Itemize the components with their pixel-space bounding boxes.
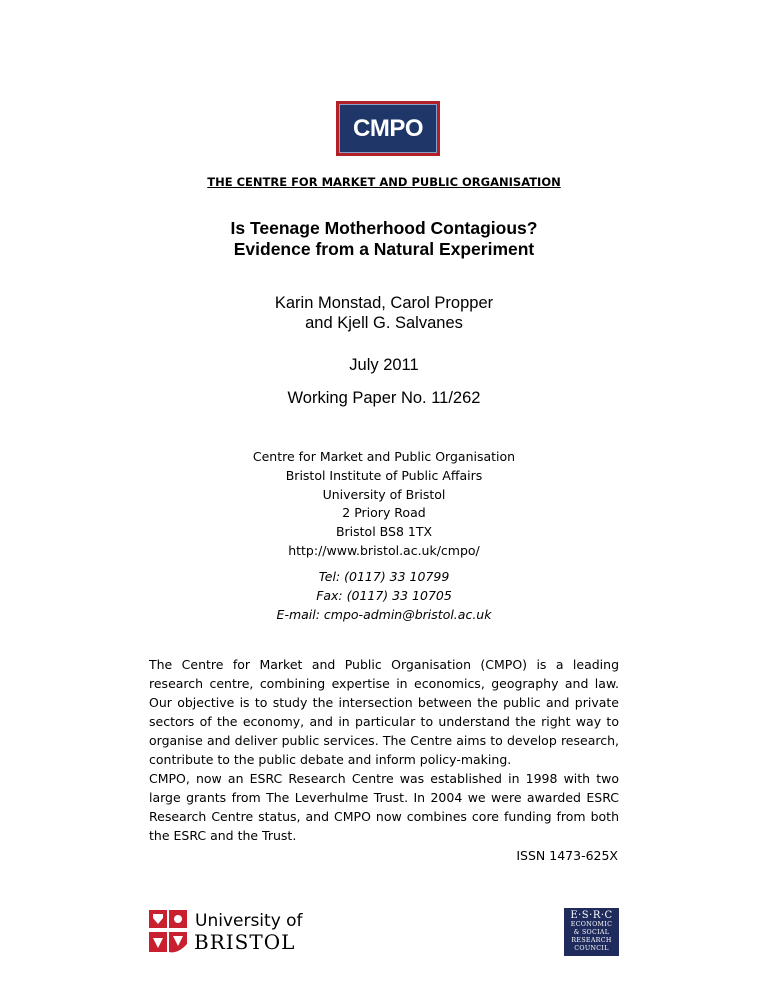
bristol-logo-line-1: University of <box>195 911 303 931</box>
funding-paragraph: CMPO, now an ESRC Research Centre was established in 1998 with two large grants from The Leverhulme Trust. In 2004 we were awarded ESRC Research Centre status, and CMPO now combines core funding from both the ESRC and the Trust. <box>149 771 619 843</box>
address-line: Bristol BS8 1TX <box>335 524 433 540</box>
address-line: 2 Priory Road <box>342 505 426 521</box>
email-link[interactable]: E-mail: cmpo-admin@bristol.ac.uk <box>276 606 492 622</box>
paper-title <box>0 218 768 260</box>
cmpo-logo-text: CMPO <box>339 104 437 153</box>
publication-date: July 2011 <box>349 356 419 374</box>
address-block <box>0 448 768 561</box>
bristol-crest-icon <box>147 908 189 954</box>
about-paragraph: The Centre for Market and Public Organisation (CMPO) is a leading research centre, combining expertise in economics, geography and law. Our objective is to study the intersection between the public and private sectors of the economy, and in particular to understand the right way to organise and deliver public services. The Centre aims to develop research, contribute to the public debate and inform policy-making. <box>149 657 619 767</box>
cmpo-logo <box>336 101 440 156</box>
telephone: Tel: (0117) 33 10799 <box>318 569 450 584</box>
esrc-abbreviation: E·S·R·C <box>570 910 613 921</box>
fax: Fax: (0117) 33 10705 <box>316 587 452 603</box>
esrc-logo <box>564 908 619 956</box>
working-paper-number: Working Paper No. 11/262 <box>287 389 481 407</box>
esrc-word: COUNCIL <box>574 945 609 952</box>
authors-line-2: and Kjell G. Salvanes <box>305 314 463 332</box>
esrc-word: RESEARCH <box>571 937 612 944</box>
esrc-word: ECONOMIC <box>570 921 613 928</box>
university-of-bristol-logo <box>147 908 307 956</box>
bristol-logo-line-2: BRISTOL <box>194 930 296 954</box>
paper-title-line-1: Is Teenage Motherhood Contagious? <box>230 218 538 238</box>
address-line: University of Bristol <box>322 486 446 502</box>
website-link[interactable]: http://www.bristol.ac.uk/cmpo/ <box>288 542 480 558</box>
address-line: Centre for Market and Public Organisation <box>252 449 516 464</box>
issn: ISSN 1473-625X <box>516 848 618 863</box>
esrc-word: & SOCIAL <box>573 929 610 936</box>
contact-block <box>0 568 768 624</box>
address-line: Bristol Institute of Public Affairs <box>285 467 483 483</box>
centre-heading: THE CENTRE FOR MARKET AND PUBLIC ORGANISATION <box>207 175 561 189</box>
authors <box>0 293 768 333</box>
paper-title-line-2: Evidence from a Natural Experiment <box>233 239 535 259</box>
authors-line-1: Karin Monstad, Carol Propper <box>274 294 494 312</box>
